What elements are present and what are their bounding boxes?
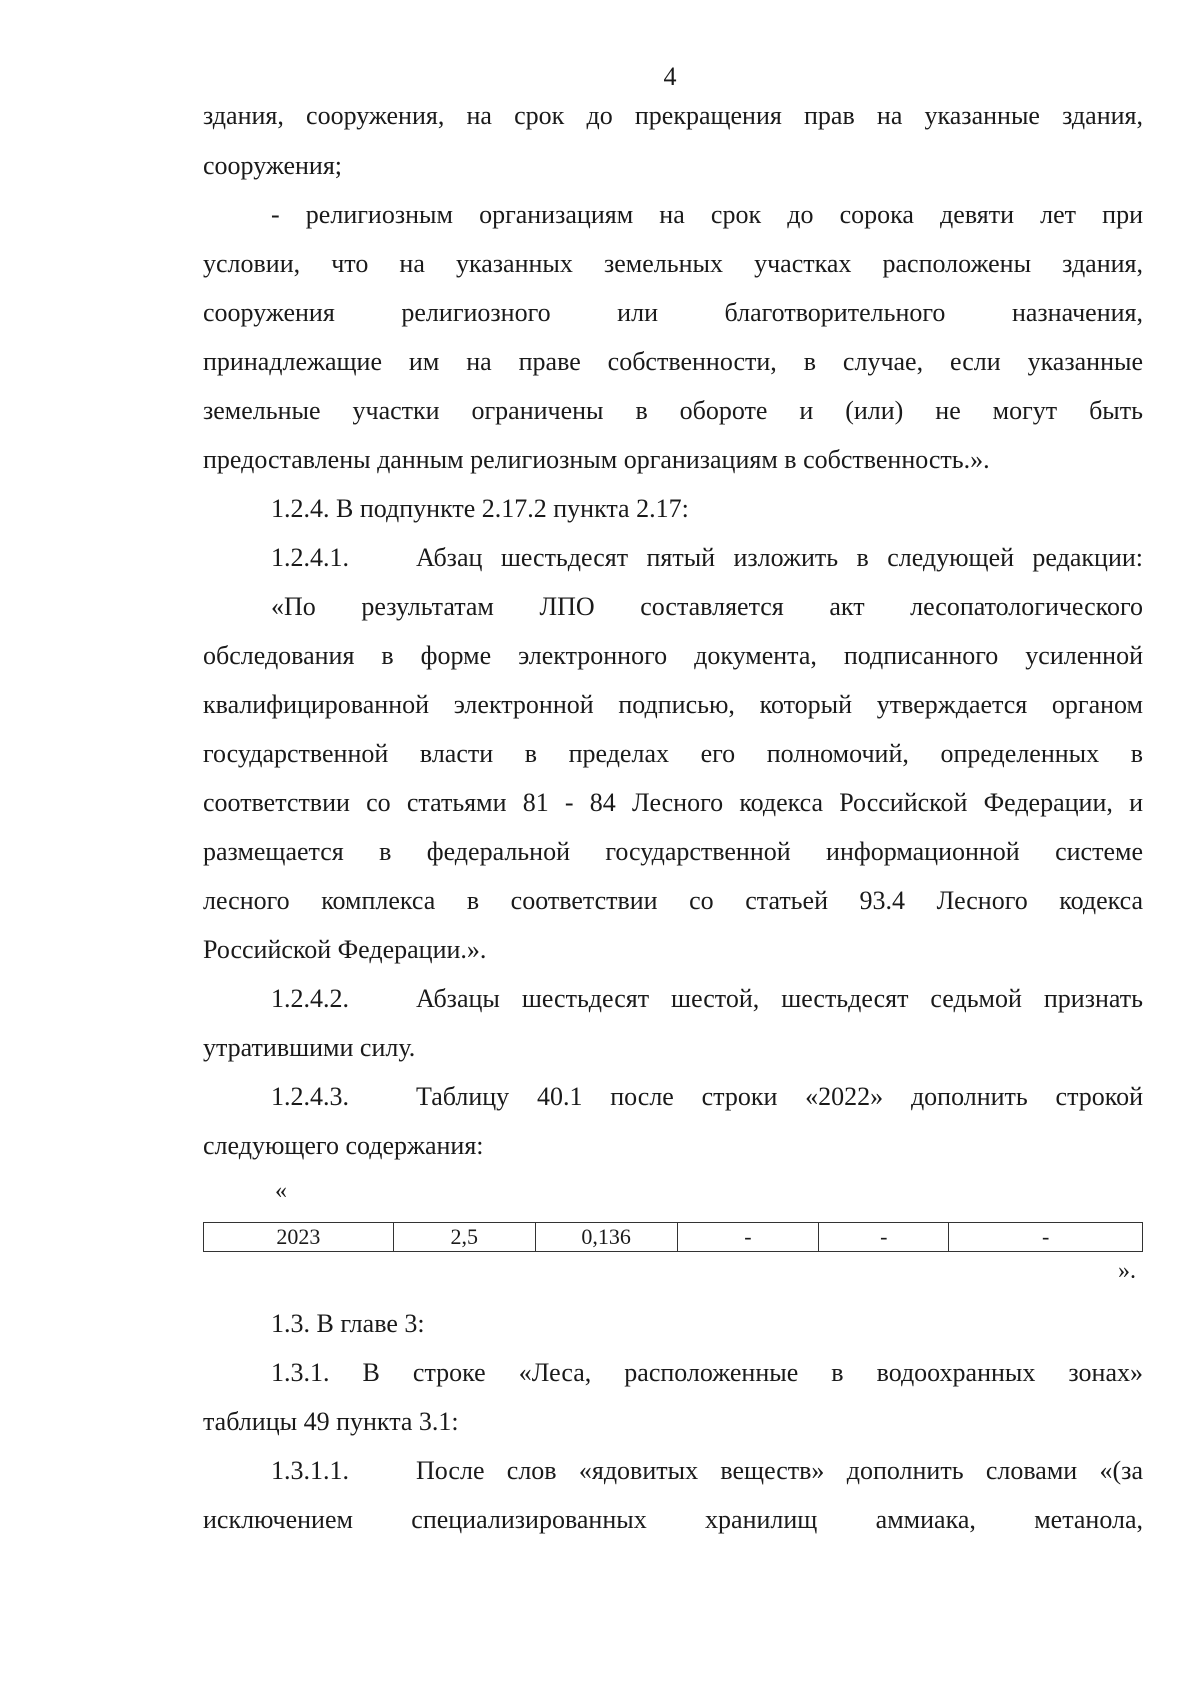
text-line: принадлежащие им на праве собственности, в случае, если указанные xyxy=(203,347,1143,376)
text-line: 1.3.1. В строке «Леса, расположенные в водоохранных зонах» xyxy=(271,1358,1143,1387)
table-cell: - xyxy=(949,1223,1143,1252)
text-line: предоставлены данным религиозным организациям в собственность.». xyxy=(203,445,990,474)
inserted-table-row xyxy=(203,1222,1143,1252)
text-line: сооружения; xyxy=(203,151,343,180)
numbered-item xyxy=(271,1455,1143,1487)
table-cell-year: 2023 xyxy=(204,1223,394,1252)
page-number: 4 xyxy=(663,62,677,91)
closing-quote: ». xyxy=(1118,1258,1136,1284)
text-line: обследования в форме электронного документа, подписанного усиленной xyxy=(203,641,1143,670)
item-number: 1.3.1.1. xyxy=(271,1456,349,1485)
table-row xyxy=(204,1223,1143,1252)
table-cell: 0,136 xyxy=(535,1223,677,1252)
table-cell: 2,5 xyxy=(393,1223,535,1252)
text-line: следующего содержания: xyxy=(203,1131,484,1160)
text-line: Российской Федерации.». xyxy=(203,935,487,964)
numbered-item xyxy=(271,1081,1143,1113)
numbered-item xyxy=(271,542,1143,574)
table-cell: - xyxy=(819,1223,949,1252)
item-number: 1.2.4.2. xyxy=(271,984,349,1013)
text-line: - религиозным организациям на срок до сорока девяти лет при xyxy=(271,200,1143,229)
text-line: условии, что на указанных земельных участках расположены здания, xyxy=(203,249,1143,278)
text-line: лесного комплекса в соответствии со статьей 93.4 Лесного кодекса xyxy=(203,886,1143,915)
text-line: квалифицированной электронной подписью, который утверждается органом xyxy=(203,690,1143,719)
text-line: соответствии со статьями 81 - 84 Лесного кодекса Российской Федерации, и xyxy=(203,788,1143,817)
item-number: 1.2.4.1. xyxy=(271,543,349,572)
text-line: утратившими силу. xyxy=(203,1033,416,1062)
item-text: После слов «ядовитых веществ» дополнить словами «(за xyxy=(416,1456,1143,1485)
table-cell: - xyxy=(677,1223,819,1252)
item-number: 1.2.4.3. xyxy=(271,1082,349,1111)
text-line: государственной власти в пределах его полномочий, определенных в xyxy=(203,739,1143,768)
item-text: Таблицу 40.1 после строки «2022» дополнить строкой xyxy=(416,1082,1143,1111)
item-text: Абзац шестьдесят пятый изложить в следующей редакции: xyxy=(416,543,1143,572)
numbered-item xyxy=(271,983,1143,1015)
text-line: сооружения религиозного или благотворительного назначения, xyxy=(203,298,1143,327)
text-line: здания, сооружения, на срок до прекращения прав на указанные здания, xyxy=(203,101,1143,130)
section-heading: 1.2.4. В подпункте 2.17.2 пункта 2.17: xyxy=(271,494,689,523)
text-line: размещается в федеральной государственной информационной системе xyxy=(203,837,1143,866)
text-line: «По результатам ЛПО составляется акт лесопатологического xyxy=(271,592,1143,621)
section-heading: 1.3. В главе 3: xyxy=(271,1309,425,1338)
text-line: таблицы 49 пункта 3.1: xyxy=(203,1407,459,1436)
item-text: Абзацы шестьдесят шестой, шестьдесят седьмой признать xyxy=(416,984,1143,1013)
text-line: исключением специализированных хранилищ аммиака, метанола, xyxy=(203,1505,1143,1534)
text-line: земельные участки ограничены в обороте и (или) не могут быть xyxy=(203,396,1143,425)
opening-quote: « xyxy=(275,1178,287,1204)
